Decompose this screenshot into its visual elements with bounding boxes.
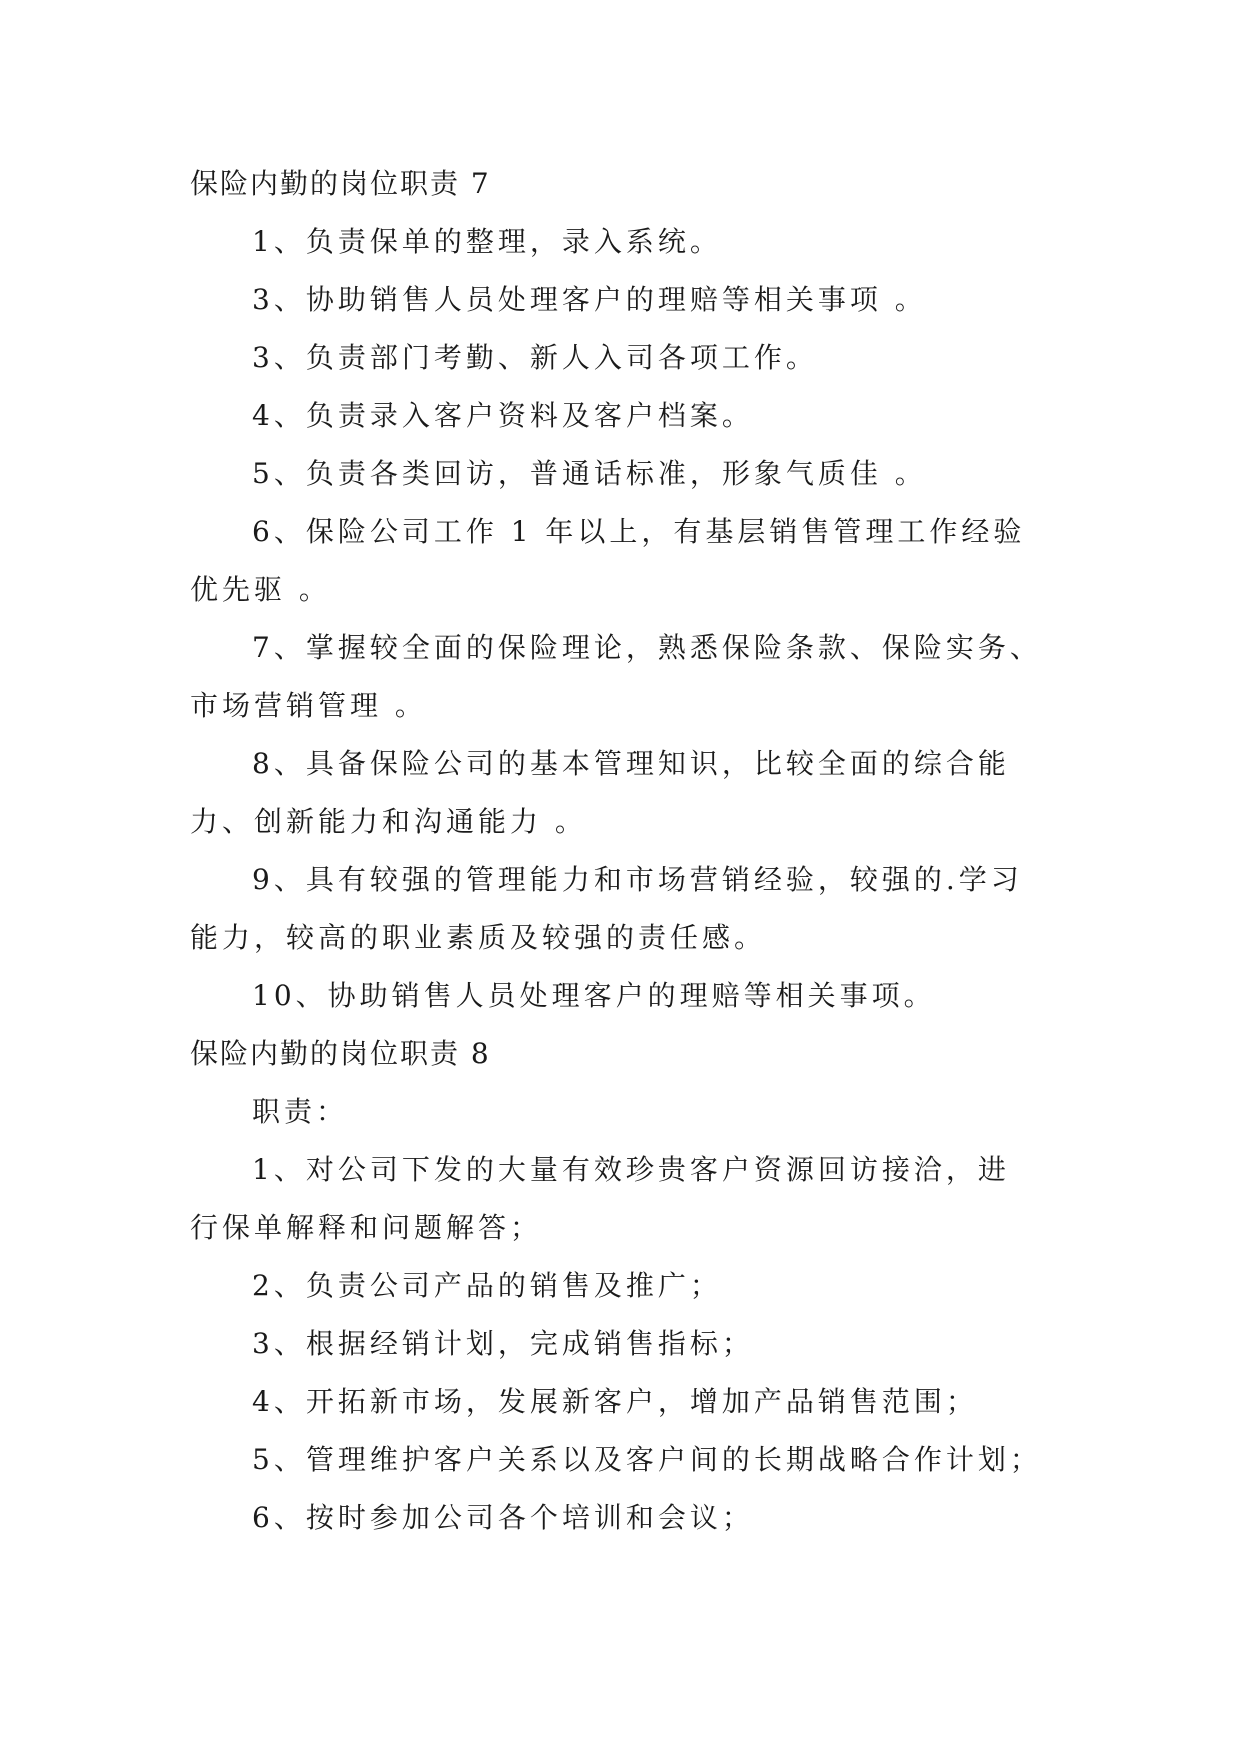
section-8-line: 5、管理维护客户关系以及客户间的长期战略合作计划； <box>252 1443 1042 1476</box>
section-7-line-continued: 能力，较高的职业素质及较强的责任感。 <box>190 921 767 954</box>
section-8-line: 4、开拓新市场，发展新客户，增加产品销售范围； <box>252 1385 978 1418</box>
section-7-line: 6、保险公司工作 1 年以上，有基层销售管理工作经验 <box>252 515 1026 548</box>
section-8-line-continued: 行保单解释和问题解答； <box>190 1211 543 1244</box>
section-7-line: 10、协助销售人员处理客户的理赔等相关事项。 <box>252 979 936 1012</box>
section-8-line: 6、按时参加公司各个培训和会议； <box>252 1501 754 1534</box>
section-7-line: 1、负责保单的整理，录入系统。 <box>252 225 722 258</box>
section-7-line: 3、负责部门考勤、新人入司各项工作。 <box>252 341 818 374</box>
section-7-line-continued: 市场营销管理 。 <box>190 689 427 722</box>
section-7-line: 5、负责各类回访，普通话标准，形象气质佳 。 <box>252 457 927 490</box>
section-8-line: 3、根据经销计划，完成销售指标； <box>252 1327 754 1360</box>
section-8-line: 1、对公司下发的大量有效珍贵客户资源回访接洽，进 <box>252 1153 1010 1186</box>
section-7-line-continued: 优先驱 。 <box>190 573 331 606</box>
section-7-line: 4、负责录入客户资料及客户档案。 <box>252 399 754 432</box>
section-7-line: 3、协助销售人员处理客户的理赔等相关事项 。 <box>252 283 927 316</box>
section-7-line: 9、具有较强的管理能力和市场营销经验，较强的.学习 <box>252 863 1023 896</box>
section-7-title: 保险内勤的岗位职责 7 <box>190 167 491 200</box>
section-8-line: 职责： <box>252 1095 349 1128</box>
section-8-title: 保险内勤的岗位职责 8 <box>190 1037 491 1070</box>
section-7-line-continued: 力、创新能力和沟通能力 。 <box>190 805 587 838</box>
section-7-line: 8、具备保险公司的基本管理知识，比较全面的综合能 <box>252 747 1010 780</box>
section-7-line: 7、掌握较全面的保险理论，熟悉保险条款、保险实务、 <box>252 631 1042 664</box>
section-8-line: 2、负责公司产品的销售及推广； <box>252 1269 722 1302</box>
